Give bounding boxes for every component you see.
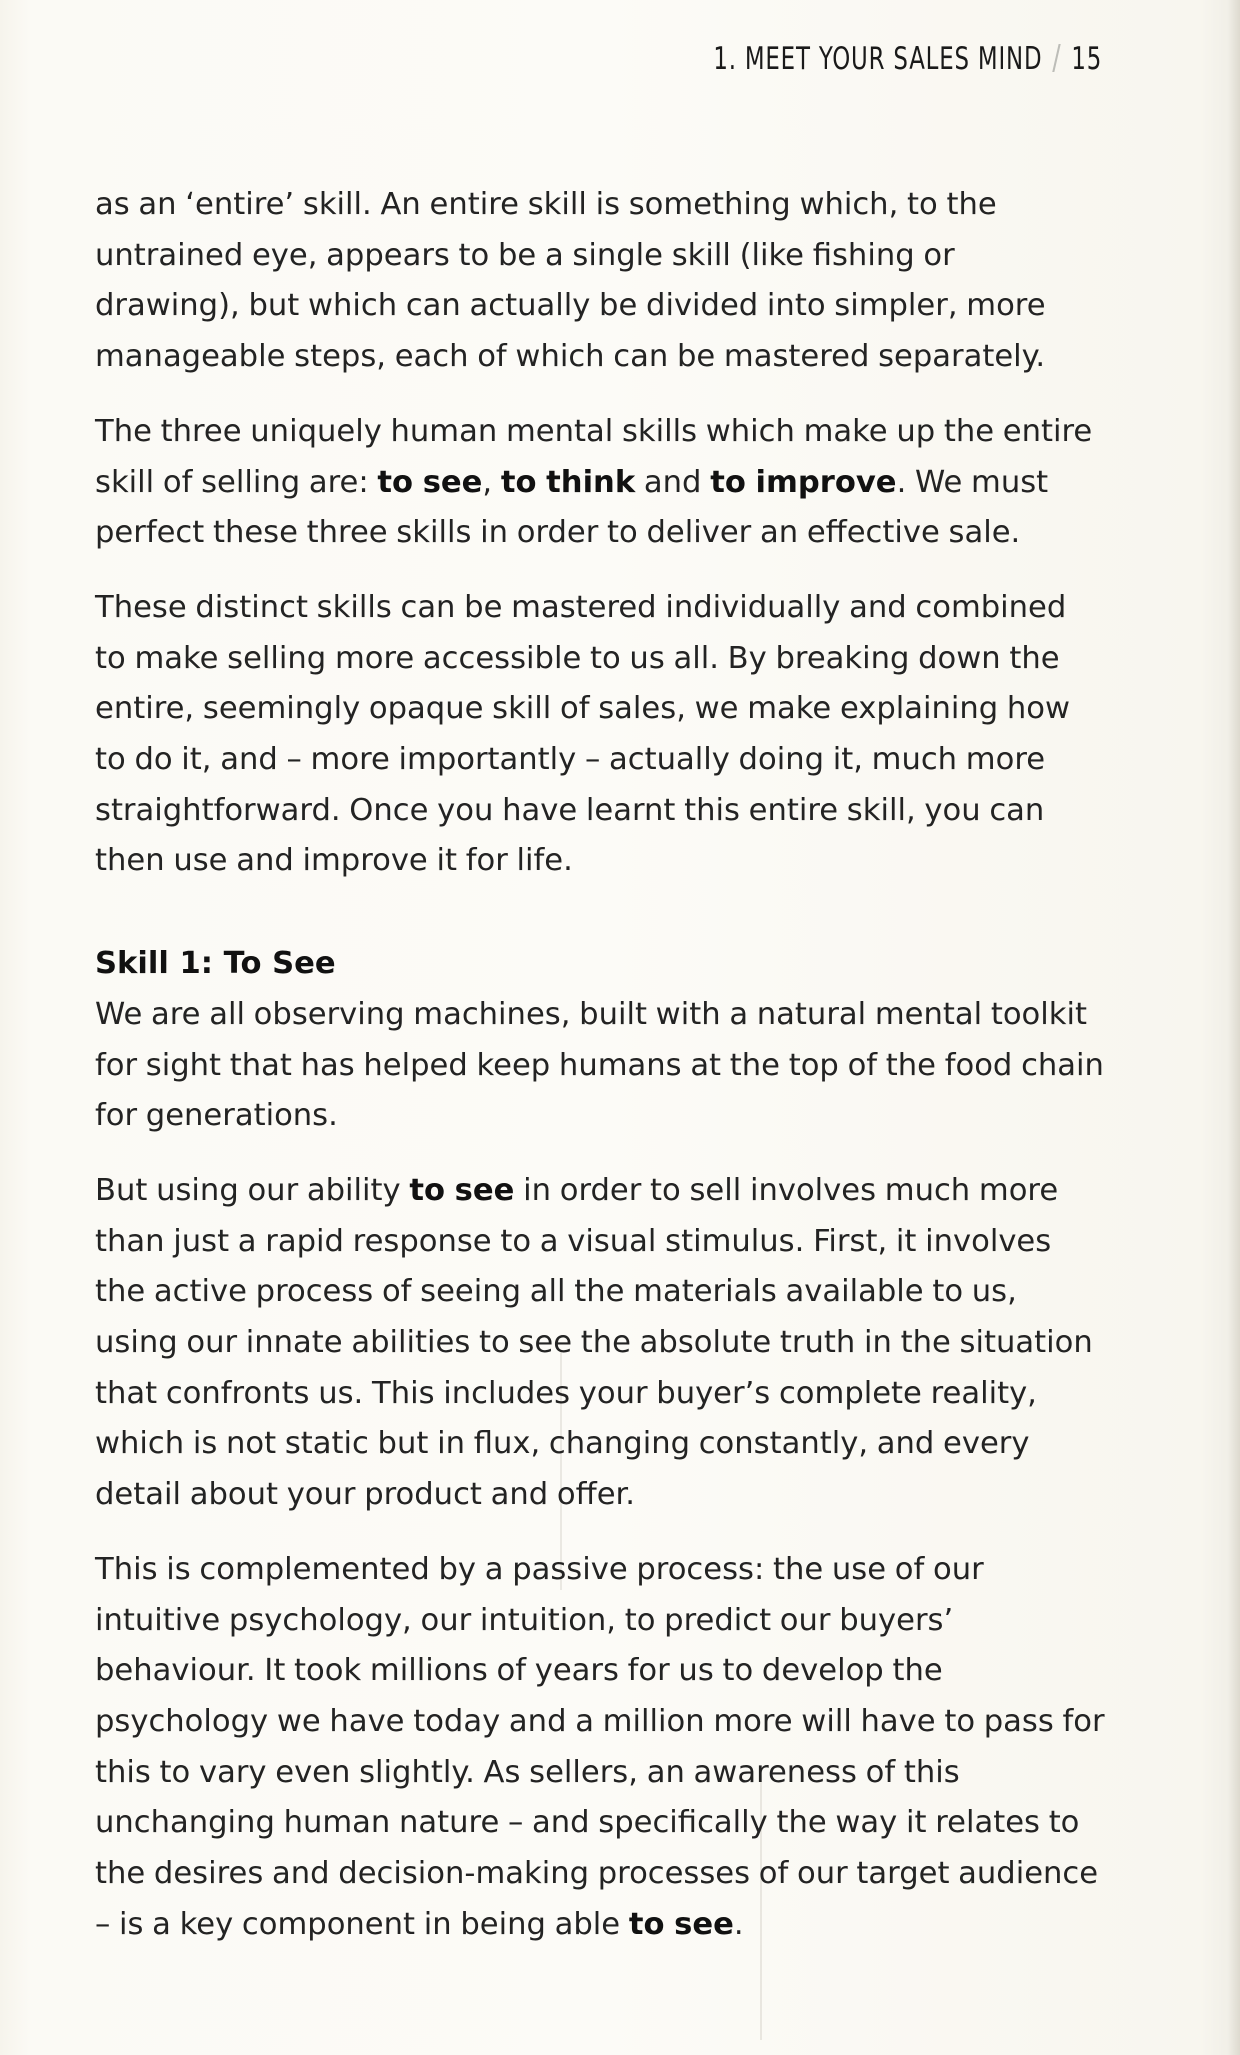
paragraph bbox=[95, 407, 1105, 559]
paragraph bbox=[95, 583, 1105, 887]
text-run: The three uniquely human mental skills which make up the entire skill of selling are: bbox=[95, 413, 1093, 500]
paragraph bbox=[95, 1166, 1105, 1521]
page-edge-shadow bbox=[1228, 0, 1240, 2055]
text-run: This is complemented by a passive process: the use of our intuitive psychology, our intuition, to predict our buyers’ behaviour. It took millions of years for us to develop the psychology we have today and a million more will have to pass for this to vary even slightly. As sellers, an awareness of this unchanging human nature – and specifically the way it relates to the desires and decision-making processes of our target audience – is a key component in being able bbox=[95, 1551, 1105, 1942]
header-separator: / bbox=[1052, 38, 1062, 78]
chapter-title: 1. MEET YOUR SALES MIND bbox=[713, 41, 1043, 77]
body-text bbox=[95, 180, 1105, 1975]
text-run: We are all observing machines, built with a natural mental toolkit for sight that has helped keep humans at the top of the food chain for generations. bbox=[95, 996, 1104, 1134]
running-header bbox=[713, 38, 1102, 78]
text-run: in order to sell involves much more than just a rapid response to a visual stimulus. First, it involves the active process of seeing all the materials available to us, using our innate abilities to see the absolute truth in the situation that confronts us. This includes your buyer’s complete reality, which is not static but in flux, changing constantly, and every detail about your product and offer. bbox=[95, 1172, 1093, 1513]
section-heading: Skill 1: To See bbox=[95, 946, 336, 982]
emphasis-text: to see bbox=[409, 1172, 515, 1208]
text-run: . bbox=[733, 1906, 744, 1942]
text-run: These distinct skills can be mastered individually and combined to make selling more accessible to us all. By breaking down the entire, seemingly opaque skill of sales, we make explaining how to do it, and – more importantly – actually doing it, much more straightforward. Once you have learnt this entire skill, you can then use and improve it for life. bbox=[95, 589, 1071, 879]
emphasis-text: to see bbox=[628, 1906, 734, 1942]
text-run: , bbox=[482, 464, 501, 500]
paragraph bbox=[95, 1545, 1105, 1951]
text-run: But using our ability bbox=[95, 1172, 410, 1208]
text-run: and bbox=[635, 464, 711, 500]
text-run: as an ‘entire’ skill. An entire skill is something which, to the untrained eye, appears to be a single skill (like fishing or drawing), but which can actually be divided into simpler, more manageable steps, each of which can be mastered separately. bbox=[95, 187, 1046, 375]
paragraph bbox=[95, 180, 1105, 383]
emphasis-text: to see bbox=[377, 464, 483, 500]
page-number: 15 bbox=[1071, 41, 1102, 77]
text-run: . We must perfect these three skills in order to deliver an effective sale. bbox=[95, 464, 1049, 551]
emphasis-text: to think bbox=[500, 464, 636, 500]
emphasis-text: to improve bbox=[710, 464, 897, 500]
paragraph bbox=[95, 990, 1105, 1142]
